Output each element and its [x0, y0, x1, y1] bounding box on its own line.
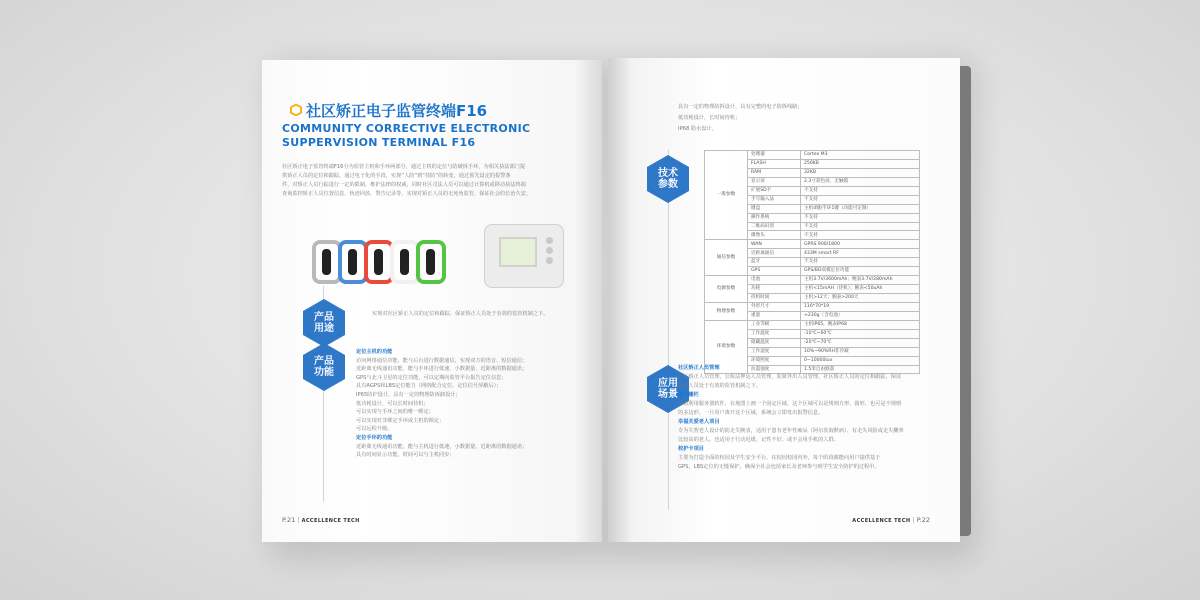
function-item: 具有时间显示功能，时间可以与主机同步； — [356, 452, 455, 459]
spec-key: 环境照度 — [748, 356, 801, 365]
application-line: 社区矫正人员管理，公检法押运人员管理，监狱外出人员管理，社区矫正人员的定位和跟踪，保证 — [678, 374, 902, 380]
tech-badge — [646, 154, 690, 204]
spec-key: FLASH — [748, 159, 801, 168]
spec-key: 近距离通信 — [748, 249, 801, 258]
intro-line: 件，对矫正人员行踪进行一定的限制，维护法律的权威，同时社区司法人员可以通过计算机或移动执法终端 — [282, 182, 526, 188]
spec-value: -10℃~60℃ — [801, 329, 920, 338]
spec-value: 0~10000lux — [801, 356, 920, 365]
product-title-cn: 社区矫正电子监管终端F16 — [306, 102, 488, 120]
spec-key: 蓝牙 — [748, 258, 801, 267]
function-item: 具有AGPS和LBS定位能力（网络配合定位，定位信号屏蔽后）； — [356, 383, 502, 390]
spec-key: 电池 — [748, 276, 801, 285]
function-label-line: 功能 — [314, 367, 334, 378]
function-item: 可以实现对非绑定手环或主机的锁定； — [356, 417, 445, 424]
timeline-line — [668, 150, 669, 510]
spec-table — [704, 150, 920, 374]
spec-value: 不支持 — [801, 258, 920, 267]
intro-line: 供矫正人员的定位和跟踪，通过电子化的手段，实现“人防”到“技防”的转变，通过预先设定的报警条 — [282, 173, 511, 179]
function-item: IP65防护设计，具有一定的物理防拆卸设计； — [356, 391, 461, 398]
spec-key: 操作系统 — [748, 213, 801, 222]
application-line: 专为失智老人设计的防走失腕表，适用于患有老年性痴呆（阿尔茨海默病）、有走失风险或走失概率 — [678, 428, 904, 434]
spec-value: ≈230g（含电池） — [801, 311, 920, 320]
application-list — [678, 364, 928, 472]
spec-value: 1.5米自由跌落 — [801, 365, 920, 374]
intro-line: 查询监控矫正人员位置信息、轨迹回放、警告记录等，实现对矫正人员的无死角监管，保证社会的长治久安。 — [282, 191, 532, 197]
spec-key: WAN — [748, 240, 801, 249]
footer-right: ACCELLENCE TECH | P.22 — [852, 516, 930, 524]
wristband-photo — [312, 228, 452, 288]
title-hexagon-icon — [290, 104, 302, 116]
device-button — [546, 247, 553, 254]
spec-key: 功耗 — [748, 285, 801, 294]
spec-group: 通信参数 — [705, 240, 748, 276]
application-label-line: 应用 — [658, 378, 678, 389]
spec-key: 工作湿度 — [748, 347, 801, 356]
host-device-photo — [484, 224, 564, 288]
application-line: 主要为打造全面的校园及学生安全平台，在校园校园内外，每个阶段都能向用户提供基于 — [678, 455, 881, 461]
spec-key: 处理器 — [748, 151, 801, 160]
spec-value: 不支持 — [801, 231, 920, 240]
spec-key: 工作温度 — [748, 329, 801, 338]
spec-value: GPS/BD双模定位功能 — [801, 267, 920, 276]
usage-badge — [302, 298, 346, 348]
spec-value: 32KB — [801, 168, 920, 177]
spec-value: 不支持 — [801, 195, 920, 204]
spec-value: 433M smart RF — [801, 249, 920, 258]
spec-row — [705, 151, 920, 160]
protection-line: 具有一定的物理防拆设计，具有完整的电子防拆线路； — [678, 104, 803, 110]
spec-group: 电源参数 — [705, 276, 748, 303]
spec-value: 主机IP65，腕表IP68 — [801, 320, 920, 329]
intro-line: 社区矫正电子监管终端F16分为监管主机和手环两部分，通过主机的定位与防破拆手环，为相关执法部门提 — [282, 164, 526, 170]
device-button — [546, 257, 553, 264]
device-button — [546, 237, 553, 244]
spec-group: 物理参数 — [705, 302, 748, 320]
spec-key: 外形尺寸 — [748, 302, 801, 311]
function-item: 可以实现与手环之间的唯一绑定； — [356, 409, 434, 416]
application-heading: 校护卡项目 — [678, 446, 704, 452]
spec-value: 116*70*19 — [801, 302, 920, 311]
footer-brand: ACCELLENCE TECH — [852, 518, 911, 524]
function-badge — [302, 342, 346, 392]
spec-key: 摄像头 — [748, 231, 801, 240]
spec-value: 不支持 — [801, 213, 920, 222]
application-line: 矫正人员处于有效的监管机制之下。 — [678, 383, 762, 389]
protection-line: 低功耗设计，长时间待机； — [678, 115, 741, 121]
spec-key: 手写输入法 — [748, 195, 801, 204]
application-line: GPS、LBS定位的无缝保护，确保全社会包括家长及老师参与到学生安全防护的过程中。 — [678, 464, 880, 470]
spec-value: 主机4键/手环1键（功能可定制） — [801, 204, 920, 213]
application-heading: 社区矫正人员管理 — [678, 365, 720, 371]
footer-left: P.21 | ACCELLENCE TECH — [282, 516, 360, 524]
spec-row — [705, 276, 920, 285]
function-item: 可以远程升级。 — [356, 426, 393, 433]
function-list — [356, 348, 576, 460]
spec-key: 工业等级 — [748, 320, 801, 329]
protection-lines — [678, 102, 803, 135]
device-screen — [499, 237, 537, 267]
band-function-heading: 定位手环的功能 — [356, 434, 393, 441]
function-item: GPS与北斗卫星的定位功能，可以定期向监管平台报告定位信息； — [356, 374, 507, 381]
function-item: 近距离无线通讯功能，能与手环进行低速、小数据量、近距离的数据通讯； — [356, 366, 528, 373]
function-item: 低功耗设计，可以长时间待机； — [356, 400, 429, 407]
host-function-heading: 定位主机的功能 — [356, 349, 393, 355]
spec-key: 持机时间 — [748, 294, 801, 303]
wristband-green — [416, 240, 446, 284]
application-label-line: 场景 — [658, 389, 678, 400]
usage-label-line: 用途 — [314, 323, 334, 334]
spec-row — [705, 302, 920, 311]
spec-key: 重量 — [748, 311, 801, 320]
application-line: 比较高的老人，也适用于行动迟缓、记性不好、或不会用手机的人群。 — [678, 437, 839, 443]
spec-key: 显示屏 — [748, 177, 801, 186]
tech-label-line: 技术 — [658, 168, 678, 179]
product-title-en-line: COMMUNITY CORRECTIVE ELECTRONIC — [282, 122, 531, 135]
protection-line: IP68 防水设计。 — [678, 126, 717, 132]
product-title-en-line: SUPPERVISION TERMINAL F16 — [282, 136, 476, 149]
function-item: 访问网络通信功能，能与后台进行数据通信，实现双方的语音、短信通信； — [356, 357, 528, 364]
spec-group: 一般参数 — [705, 151, 748, 240]
application-heading: 幸福关爱老人项目 — [678, 419, 720, 425]
spec-value: -20℃~70℃ — [801, 338, 920, 347]
right-page — [608, 58, 960, 542]
usage-text: 实现对社区矫正人员的定位和跟踪，保证矫正人员处于有效的监管机制之下。 — [372, 311, 549, 317]
spec-key: GPS — [748, 267, 801, 276]
spec-value: 10%~90%RH非冷凝 — [801, 347, 920, 356]
spec-value: 2.3寸彩色屏，无触摸 — [801, 177, 920, 186]
function-label-line: 产品 — [314, 356, 334, 367]
spec-group: 环境参数 — [705, 320, 748, 374]
application-line: 可以利用服务器软件，在地图上画一个固定区域，这个区域可以是规则方形、圆形，也可是不规则 — [678, 401, 902, 407]
left-page — [262, 60, 602, 542]
spec-row — [705, 320, 920, 329]
spec-value: 主机<15mAH（待机）；腕表<50uAh — [801, 285, 920, 294]
spec-key: 储藏温度 — [748, 338, 801, 347]
usage-label-line: 产品 — [314, 312, 334, 323]
intro-paragraph — [282, 163, 582, 199]
product-title-en — [282, 122, 582, 150]
tech-label-line: 参数 — [658, 179, 678, 190]
page-number: P.21 — [282, 516, 296, 524]
spec-value: Cortex M3 — [801, 151, 920, 160]
spec-key: RAM — [748, 168, 801, 177]
spec-key: 键盘 — [748, 204, 801, 213]
spec-value: 主机>12天；腕表>200天 — [801, 294, 920, 303]
spec-value: GPRS 900/1800 — [801, 240, 920, 249]
spec-value: 256KB — [801, 159, 920, 168]
application-heading: 电子栅栏 — [678, 392, 699, 398]
spec-value: 不支持 — [801, 222, 920, 231]
function-item: 近距离无线通讯功能，能与主机进行低速，小数据量，近距离的数据通讯； — [356, 443, 528, 450]
footer-brand: ACCELLENCE TECH — [301, 518, 360, 524]
application-line: 的多边形，一旦用户离开这个区域，系统会立即发出报警信息。 — [678, 410, 824, 416]
spec-value: 主机3.7V/3600mAh；腕表3.7V/280mAh — [801, 276, 920, 285]
spec-key: 抗震强度 — [748, 365, 801, 374]
spec-key: 扩展SD卡 — [748, 186, 801, 195]
spec-value: 不支持 — [801, 186, 920, 195]
spec-key: 二维码识别 — [748, 222, 801, 231]
spec-row — [705, 240, 920, 249]
page-number: P.22 — [916, 516, 930, 524]
